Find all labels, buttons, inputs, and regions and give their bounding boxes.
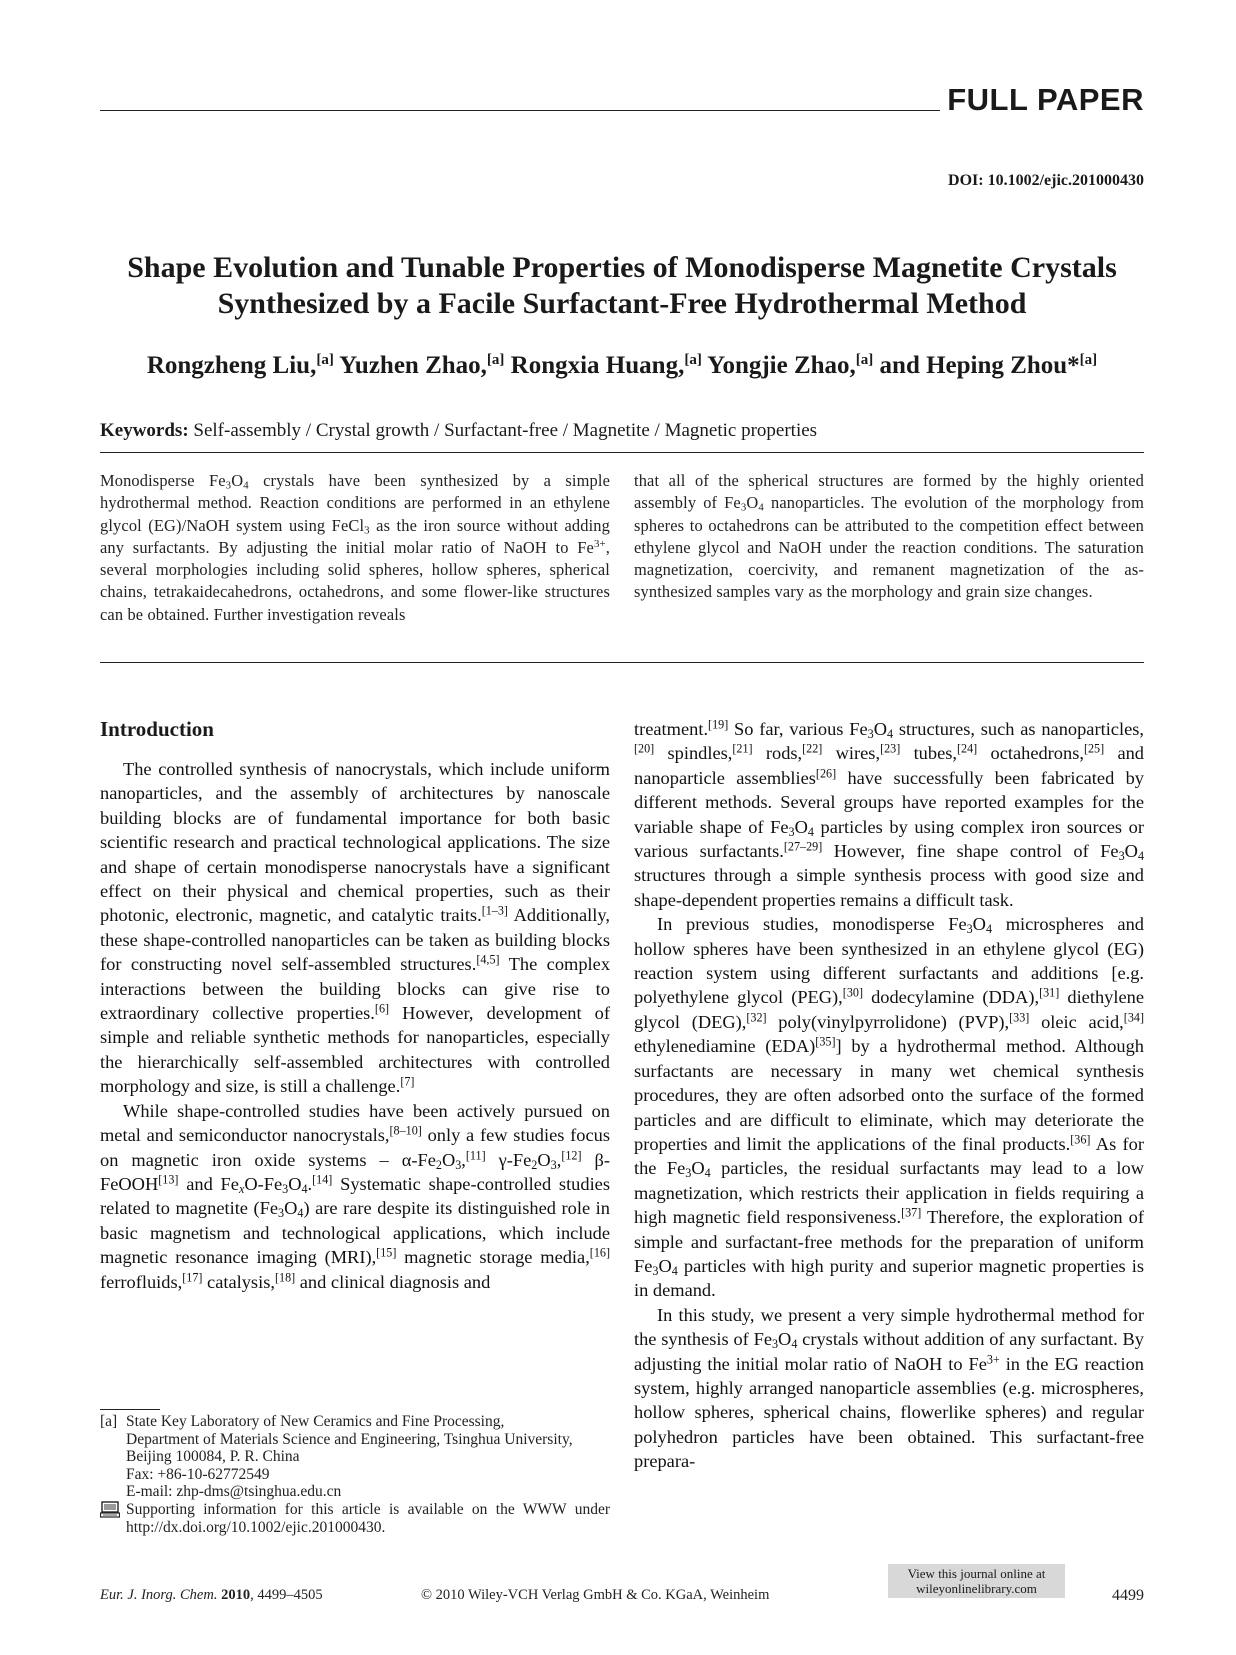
author: Rongxia Huang,[a]: [510, 352, 702, 379]
footnote-rule: [100, 1409, 160, 1410]
copyright: © 2010 Wiley-VCH Verlag GmbH & Co. KGaA, Weinheim: [421, 1587, 770, 1603]
paper-title: [100, 250, 1144, 322]
footnote-mark: [a]: [100, 1413, 118, 1430]
keywords: [100, 420, 1144, 442]
abstract-top-rule: [100, 452, 1144, 453]
email-line[interactable]: E-mail: zhp-dms@tsinghua.edu.cn: [126, 1483, 342, 1501]
author: Yuzhen Zhao,[a]: [339, 352, 505, 379]
paragraph: In this study, we present a very simple hydrothermal method for the synthesis of $Fe_3O_4$ crystals without addition of any surfactant. By adjusting the initial molar ratio of NaOH to $Fe^{3+}$ in the EG reaction system, highly arranged nanoparticle assemblies (e.g. microspheres, hollow spheres, spherical chains, flowerlike spheres) and regular polyhedron particles have been obtained. This surfactant-free prepara-: [634, 1304, 1144, 1472]
author: and Heping Zhou*[a]: [879, 352, 1098, 379]
paragraph: The controlled synthesis of nanocrystals, which include uniform nanoparticles, and the assembly of architectures by nanoscale building blocks are of fundamental importance for both basic scientific research and practical technological applications. The size and shape of certain monodisperse nanocrystals have a significant effect on their physical and chemical properties, such as their photonic, electronic, magnetic, and catalytic traits.[1–3] Additionally, these shape-controlled nanoparticles can be taken as building blocks for constructing novel self-assembled structures.[4,5] The complex interactions between the building blocks can give rise to extraordinary collective properties.[6] However, development of simple and reliable synthetic methods for nanoparticles, especially the hierarchically self-assembled architectures with controlled morphology and size, is still a challenge.[7]: [100, 759, 611, 1097]
citation: [1–3]: [481, 903, 508, 918]
computer-icon: [100, 1501, 126, 1536]
author: Yongjie Zhao,[a]: [707, 352, 874, 379]
citation: [4,5]: [476, 952, 500, 967]
section-heading-introduction: Introduction: [100, 717, 214, 741]
keywords-text: Self-assembly / Crystal growth / Surfactant-free / Magnetite / Magnetic properties: [193, 420, 818, 441]
author: Rongzheng Liu,[a]: [146, 352, 334, 379]
affiliation-line: State Key Laboratory of New Ceramics and Fine Processing,: [126, 1413, 505, 1430]
header-rule: [100, 110, 940, 111]
running-header: [100, 82, 1144, 118]
affiliation-footnote: [100, 1413, 610, 1536]
abstract-right-column: that all of the spherical structures are formed by the highly oriented assembly of $Fe_3O_4$ nanoparticles. The evolution of the morphology from spheres to octahedrons can be attributed to the competition effect between ethylene glycol and NaOH under the reaction conditions. The saturation magnetization, coercivity, and remanent magnetization of the as-synthesized samples vary as the morphology and grain size changes.: [634, 471, 1144, 602]
body-right-column: [634, 717, 1144, 1474]
affiliation-line: Beijing 100084, P. R. China: [126, 1448, 300, 1466]
citation: [7]: [400, 1074, 415, 1089]
paragraph: In previous studies, monodisperse $Fe_3O_4$ microspheres and hollow spheres have been synthesized in an ethylene glycol (EG) reaction system using different surfactants and additions [e.g. polyethylene glycol (PEG),[30] dodecylamine (DDA),[31] diethylene glycol (DEG),[32] poly(vinylpyrrolidone) (PVP),[33] oleic acid,[34] ethylenediamine (EDA)[35]] by a hydrothermal method. Although surfactants are necessary in many wet chemical synthesis procedures, they are often adsorbed onto the surface of the formed particles and are difficult to eliminate, which may deteriorate the properties and limit the applications of the final products.[36] As for the $Fe_3O_4$ particles, the residual surfactants may lead to a low magnetization, which restricts their application in fields requiring a high magnetic field responsiveness.[37] Therefore, the exploration of simple and surfactant-free methods for the preparation of uniform $Fe_3O_4$ particles with high purity and superior magnetic properties is in demand.: [634, 914, 1145, 1301]
journal-online-badge[interactable]: View this journal online at wileyonlinelibrary.com: [888, 1564, 1065, 1598]
page-number: 4499: [1112, 1587, 1144, 1604]
title-line-2: Synthesized by a Facile Surfactant-Free Hydrothermal Method: [217, 287, 1027, 320]
keywords-label: Keywords:: [100, 420, 189, 441]
paragraph: treatment.[19] So far, various $Fe_3O_4$ structures, such as nanoparticles,[20] spindles,[21] rods,[22] wires,[23] tubes,[24] octahedrons,[25] and nanoparticle assemblies[26] have successfully been fabricated by different methods. Several groups have reported examples for the variable shape of $Fe_3O_4$ particles by using complex iron sources or various surfactants.[27–29] However, fine shape control of $Fe_3O_4$ structures through a simple synthesis process with good size and shape-dependent properties remains a difficult task.: [634, 717, 1144, 910]
body-left-column: [100, 757, 610, 1294]
supporting-info-note: Supporting information for this article is available on the WWW under http://dx.doi.org/10.1002/ejic.201000430.: [126, 1500, 610, 1536]
section-type-label: FULL PAPER: [947, 82, 1144, 117]
journal-citation: Eur. J. Inorg. Chem. 2010, 4499–4505: [100, 1587, 323, 1603]
citation: [6]: [374, 1001, 390, 1016]
abstract-left-column: Monodisperse $Fe_3O_4$ crystals have been synthesized by a simple hydrothermal method. Reaction conditions are performed in an ethylene glycol (EG)/NaOH system using FeCl$_3$ as the iron source without adding any surfactants. By adjusting the initial molar ratio of NaOH to $Fe^{3+}$, several morphologies including solid spheres, hollow spheres, spherical chains, tetrakaidecahedrons, octahedrons, and some flower-like structures can be obtained. Further investigation reveals: [100, 471, 610, 624]
doi: DOI: 10.1002/ejic.201000430: [948, 172, 1144, 189]
abstract-bottom-rule: [100, 662, 1144, 663]
affiliation-line: Fax: +86-10-62772549: [126, 1465, 270, 1483]
affiliation-line: Department of Materials Science and Engineering, Tsinghua University,: [126, 1430, 573, 1448]
paragraph: While shape-controlled studies have been actively pursued on metal and semiconductor nanocrystals,[8–10] only a few studies focus on magnetic iron oxide systems – $\alpha-Fe_2O_3,[11]$ $\gamma-Fe_2O_3,[12]$ β-FeOOH[13] and $Fe_xO-Fe_3O_4.[14]$ Systematic shape-controlled studies related to magnetite $(Fe_3O_4)$ are rare despite its distinguished role in basic magnetism and technological applications, which include magnetic resonance imaging (MRI),[15] magnetic storage media,[16] ferrofluids,[17] catalysis,[18] and clinical diagnosis and: [100, 1100, 611, 1292]
author-list: [100, 352, 1144, 380]
title-line-1: Shape Evolution and Tunable Properties of Monodisperse Magnetite Crystals: [127, 251, 1117, 284]
